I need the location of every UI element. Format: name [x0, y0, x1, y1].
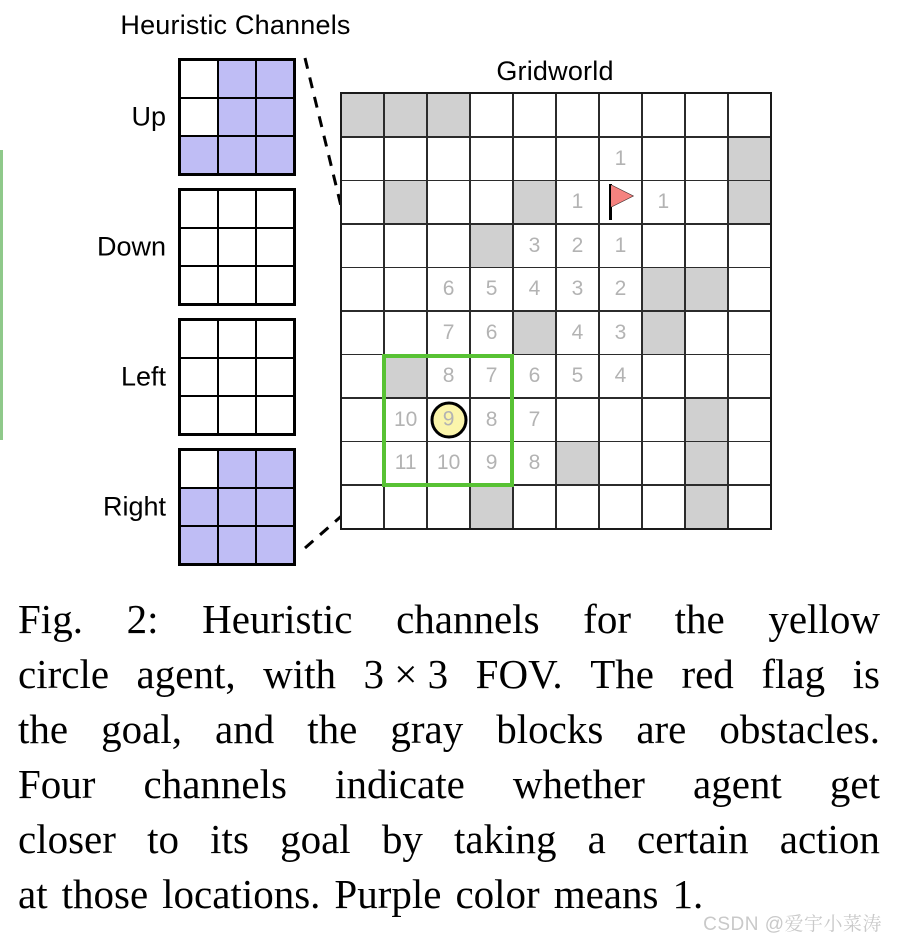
grid-cell-heuristic-value[interactable]: 8 — [471, 399, 512, 441]
caption-word: with — [263, 651, 337, 697]
channel-cell — [257, 397, 293, 433]
grid-cell[interactable] — [428, 138, 469, 180]
grid-cell[interactable] — [342, 225, 383, 267]
channel-cell — [181, 527, 217, 563]
grid-cell-obstacle[interactable] — [686, 442, 727, 484]
caption-word: agent, — [136, 651, 236, 697]
channel-cell — [219, 137, 255, 173]
channel-cell — [181, 267, 217, 303]
grid-cell[interactable] — [643, 94, 684, 136]
caption-word: locations. — [162, 871, 321, 917]
grid-cell[interactable] — [686, 138, 727, 180]
caption-word: obstacles. — [719, 706, 880, 752]
caption-word: means — [553, 871, 659, 917]
grid-cell[interactable] — [729, 312, 770, 354]
caption-word: the — [674, 596, 725, 642]
grid-cell-obstacle[interactable] — [428, 94, 469, 136]
grid-cell[interactable] — [686, 181, 727, 223]
grid-cell[interactable] — [729, 486, 770, 528]
grid-cell[interactable] — [557, 138, 598, 180]
channel-cell — [181, 321, 217, 357]
grid-cell-heuristic-value[interactable]: 5 — [557, 355, 598, 397]
caption-word: blocks — [496, 706, 604, 752]
caption-word: yellow — [768, 596, 880, 642]
channel-cell — [257, 229, 293, 265]
grid-cell-obstacle[interactable] — [385, 181, 426, 223]
grid-cell[interactable] — [729, 268, 770, 310]
grid-cell-heuristic-value[interactable]: 7 — [428, 312, 469, 354]
channel-up-block — [131, 58, 296, 176]
channel-cell — [257, 527, 293, 563]
grid-cell[interactable] — [557, 94, 598, 136]
channel-cell — [181, 451, 217, 487]
grid-cell[interactable] — [686, 355, 727, 397]
channel-cell — [219, 397, 255, 433]
caption-word: The — [590, 651, 654, 697]
caption-word: taking — [454, 816, 557, 862]
grid-cell[interactable] — [342, 138, 383, 180]
grid-cell-heuristic-value[interactable]: 8 — [428, 355, 469, 397]
caption-word: those — [61, 871, 149, 917]
channel-cell — [257, 137, 293, 173]
channel-cell — [181, 489, 217, 525]
caption-word: a — [587, 816, 606, 862]
caption-word: flag — [761, 651, 826, 697]
caption-word: channels — [396, 596, 540, 642]
grid-cell[interactable] — [643, 399, 684, 441]
channel-cell — [181, 229, 217, 265]
grid-cell-heuristic-value[interactable]: 4 — [557, 312, 598, 354]
channel-down-block — [96, 188, 296, 306]
grid-cell[interactable] — [643, 138, 684, 180]
grid-cell[interactable] — [686, 312, 727, 354]
grid-cell-heuristic-value[interactable]: 6 — [514, 355, 555, 397]
channel-cell — [219, 527, 255, 563]
caption-word: for — [583, 596, 631, 642]
grid-cell[interactable] — [385, 268, 426, 310]
caption-word: 1. — [672, 871, 704, 917]
grid-cell-heuristic-value[interactable]: 3 — [514, 225, 555, 267]
grid-cell-heuristic-value[interactable]: 5 — [471, 268, 512, 310]
grid-cell[interactable] — [471, 181, 512, 223]
grid-cell-obstacle[interactable] — [514, 181, 555, 223]
grid-cell-heuristic-value[interactable]: 2 — [557, 225, 598, 267]
gridworld-title: Gridworld — [496, 56, 614, 86]
grid-cell[interactable] — [471, 138, 512, 180]
channel-cell — [257, 321, 293, 357]
caption-word: action — [779, 816, 880, 862]
grid-cell-obstacle[interactable] — [643, 268, 684, 310]
channel-right-label: Right — [102, 491, 166, 522]
grid-cell-heuristic-value[interactable]: 9 — [471, 442, 512, 484]
channel-cell — [257, 489, 293, 525]
grid-cell-heuristic-value[interactable]: 6 — [428, 268, 469, 310]
caption-word: its — [210, 816, 249, 862]
grid-cell-obstacle[interactable] — [514, 312, 555, 354]
grid-cell[interactable] — [342, 312, 383, 354]
caption-word: channels — [143, 761, 287, 807]
grid-cell[interactable] — [428, 486, 469, 528]
grid-cell[interactable] — [729, 399, 770, 441]
caption-word: certain — [637, 816, 749, 862]
grid-cell-heuristic-value[interactable]: 4 — [600, 355, 641, 397]
grid-cell[interactable] — [729, 225, 770, 267]
grid-cell-obstacle[interactable] — [557, 442, 598, 484]
caption-word: get — [829, 761, 880, 807]
grid-cell-heuristic-value[interactable]: 10 — [385, 399, 426, 441]
grid-cell-obstacle[interactable] — [686, 486, 727, 528]
grid-cell-obstacle[interactable] — [729, 181, 770, 223]
caption-line — [18, 647, 880, 702]
grid-cell-obstacle[interactable] — [342, 94, 383, 136]
channel-cell — [257, 99, 293, 135]
channel-cell — [219, 191, 255, 227]
caption-word: closer — [18, 816, 116, 862]
caption-word: color — [455, 871, 540, 917]
grid-cell-heuristic-value[interactable]: 8 — [514, 442, 555, 484]
channel-left-label: Left — [120, 361, 166, 392]
caption-line — [18, 592, 880, 647]
agent-circle: 9 — [430, 401, 467, 438]
caption-word: is — [852, 651, 880, 697]
caption-word: 2: — [126, 596, 159, 642]
grid-cell[interactable] — [471, 94, 512, 136]
grid-cell-heuristic-value[interactable]: 3 — [600, 312, 641, 354]
caption-word: Four — [18, 761, 96, 807]
channel-cell — [219, 61, 255, 97]
grid-cell[interactable] — [385, 138, 426, 180]
caption-word: Heuristic — [202, 596, 353, 642]
grid-cell-heuristic-value[interactable]: 10 — [428, 442, 469, 484]
channel-right-block — [102, 448, 296, 566]
channel-down-label: Down — [96, 231, 166, 262]
grid-cell-obstacle[interactable] — [471, 225, 512, 267]
channel-cell — [257, 451, 293, 487]
grid-cell[interactable] — [600, 486, 641, 528]
channel-cell — [181, 137, 217, 173]
channel-cell — [219, 99, 255, 135]
watermark: CSDN @爱宇小菜涛 — [703, 914, 882, 935]
grid-cell[interactable] — [600, 181, 641, 223]
caption-word: and — [215, 706, 275, 752]
caption-word: the — [307, 706, 358, 752]
grid-cell-heuristic-value[interactable]: 3 — [557, 268, 598, 310]
caption-word: Purple — [334, 871, 442, 917]
channel-cell — [219, 229, 255, 265]
channel-cell — [219, 267, 255, 303]
grid-cell[interactable] — [514, 486, 555, 528]
grid-cell[interactable] — [643, 225, 684, 267]
channel-cell — [219, 321, 255, 357]
grid-cell-heuristic-value[interactable]: 4 — [514, 268, 555, 310]
grid-cell[interactable] — [385, 486, 426, 528]
channel-left-grid[interactable] — [178, 318, 296, 436]
channel-up-label: Up — [131, 101, 166, 132]
grid-cell[interactable] — [342, 355, 383, 397]
grid-cell[interactable] — [729, 442, 770, 484]
channel-cell — [257, 61, 293, 97]
grid-cell[interactable] — [600, 399, 641, 441]
channel-cell — [219, 451, 255, 487]
channel-cell — [257, 267, 293, 303]
channel-down-grid[interactable] — [178, 188, 296, 306]
grid-cell[interactable] — [514, 138, 555, 180]
grid-cell[interactable] — [342, 486, 383, 528]
grid-cell-heuristic-value[interactable]: 1 — [643, 181, 684, 223]
channel-up-grid[interactable] — [178, 58, 296, 176]
caption-line — [18, 812, 880, 867]
grid-cell-heuristic-value[interactable]: 1 — [600, 225, 641, 267]
grid-cell[interactable] — [342, 181, 383, 223]
caption-word: whether — [512, 761, 645, 807]
grid-cell[interactable] — [643, 355, 684, 397]
caption-word: indicate — [335, 761, 465, 807]
grid-cell-obstacle[interactable] — [643, 312, 684, 354]
grid-cell-obstacle[interactable] — [471, 486, 512, 528]
channel-cell — [181, 397, 217, 433]
caption-word: goal, — [101, 706, 182, 752]
grid-cell[interactable] — [643, 486, 684, 528]
caption-word: by — [381, 816, 423, 862]
grid-cell[interactable] — [428, 399, 469, 441]
grid-cell[interactable] — [514, 94, 555, 136]
caption-word: red — [681, 651, 734, 697]
grid-cell-heuristic-value[interactable]: 1 — [600, 138, 641, 180]
grid-cell[interactable] — [428, 181, 469, 223]
caption-word: at — [18, 871, 48, 917]
channel-cell — [181, 61, 217, 97]
channel-cell — [181, 99, 217, 135]
caption-line — [18, 757, 880, 812]
grid-cell[interactable] — [643, 442, 684, 484]
grid-cell[interactable] — [600, 442, 641, 484]
channel-cell — [257, 191, 293, 227]
grid-cell[interactable] — [385, 225, 426, 267]
grid-cell[interactable] — [557, 399, 598, 441]
grid-cell[interactable] — [428, 225, 469, 267]
grid-cell-obstacle[interactable] — [729, 138, 770, 180]
channel-left-block — [120, 318, 296, 436]
heuristic-channels-title: Heuristic Channels — [120, 10, 351, 40]
channel-cell — [257, 359, 293, 395]
grid-cell-obstacle[interactable] — [686, 399, 727, 441]
caption-word: FOV. — [475, 651, 563, 697]
grid-cell-heuristic-value[interactable]: 11 — [385, 442, 426, 484]
caption-word: goal — [280, 816, 351, 862]
grid-cell[interactable] — [729, 355, 770, 397]
grid-cell-obstacle[interactable] — [686, 268, 727, 310]
caption-line — [18, 702, 880, 757]
grid-cell-obstacle[interactable] — [385, 355, 426, 397]
channel-cell — [219, 359, 255, 395]
caption-word: the — [18, 706, 69, 752]
grid-cell[interactable] — [600, 94, 641, 136]
caption-word: agent — [693, 761, 782, 807]
grid-cell[interactable] — [686, 225, 727, 267]
gridworld-grid[interactable] — [340, 92, 772, 530]
channel-cell — [219, 489, 255, 525]
grid-cell[interactable] — [342, 442, 383, 484]
caption-word: circle — [18, 651, 110, 697]
caption-word: gray — [390, 706, 464, 752]
caption-word: to — [147, 816, 179, 862]
caption-word: are — [636, 706, 687, 752]
channel-cell — [181, 359, 217, 395]
grid-cell[interactable] — [342, 268, 383, 310]
caption-word: 3 × 3 — [363, 651, 449, 697]
channel-right-grid[interactable] — [178, 448, 296, 566]
grid-cell[interactable] — [729, 94, 770, 136]
figure-caption — [18, 592, 880, 922]
grid-cell[interactable] — [686, 94, 727, 136]
caption-word: Fig. — [18, 596, 83, 642]
grid-cell-heuristic-value[interactable]: 2 — [600, 268, 641, 310]
grid-cell-heuristic-value[interactable]: 7 — [514, 399, 555, 441]
grid-cell-heuristic-value[interactable]: 7 — [471, 355, 512, 397]
grid-cell[interactable] — [557, 486, 598, 528]
grid-cell-heuristic-value[interactable]: 6 — [471, 312, 512, 354]
channel-cell — [181, 191, 217, 227]
goal-flag-icon — [603, 184, 637, 220]
grid-cell-obstacle[interactable] — [385, 94, 426, 136]
grid-cell[interactable] — [385, 312, 426, 354]
grid-cell[interactable] — [342, 399, 383, 441]
grid-cell-heuristic-value[interactable]: 1 — [557, 181, 598, 223]
